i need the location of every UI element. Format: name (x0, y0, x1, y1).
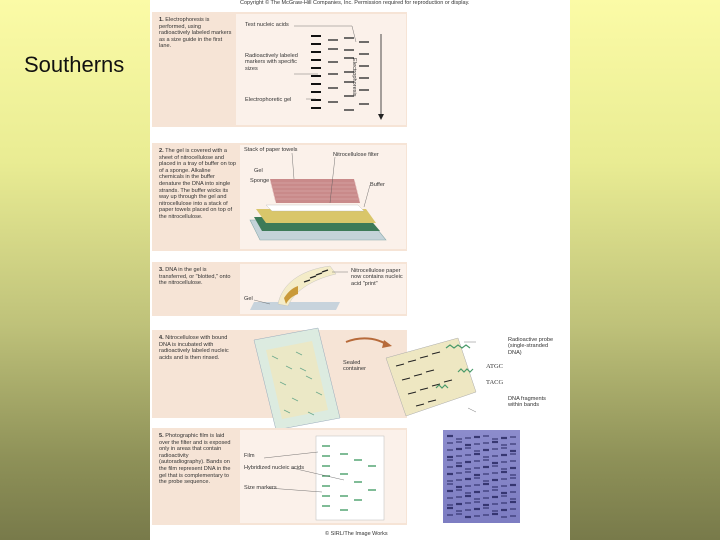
label-electrophoresis: Electrophoresis (351, 58, 357, 97)
step-2-number: 2. (159, 148, 164, 154)
label-sequence-atgc: ATGC (486, 363, 503, 370)
direction-arrowhead (378, 114, 384, 120)
slide-title: Southerns (24, 52, 125, 77)
step-5-description: Photographic film is laid over the filter and is exposed only in areas that contain radioactivity (autoradiography). Bands on the film represent DNA in the gel that is complementary to the probe sequence. (159, 433, 231, 486)
label-hybridized: Hybridized nucleic acids (244, 465, 305, 471)
label-radioactive-probe: Radioactive probe (single-stranded DNA) (508, 337, 554, 356)
step-3-number: 3. (159, 267, 164, 273)
autoradiograph-film (240, 430, 406, 523)
step-2-text (159, 148, 237, 221)
autoradiograph-photo (443, 430, 520, 523)
zoom-arrow (346, 338, 386, 344)
label-gel: Gel (254, 168, 263, 174)
label-test-nucleic-acids: Test nucleic acids (245, 22, 289, 28)
step-5-text (159, 433, 235, 486)
copyright-notice: Copyright © The McGraw-Hill Companies, Inc. Permission required for reproduction or display. (240, 0, 470, 6)
label-paper-towels: Stack of paper towels (244, 147, 298, 153)
zoomed-filter (386, 338, 476, 416)
step-3-description: DNA in the gel is transferred, or "blotted," onto the nitrocellulose. (159, 267, 231, 287)
photo-credit: © SIRL/The Image Works (325, 531, 388, 537)
step-1-text (159, 17, 233, 50)
label-film: Film (244, 453, 255, 459)
step-4-description: Nitrocellulose with bound DNA is incubated with radioactively labeled nucleic acids and is then rinsed. (159, 335, 229, 361)
label-nitrocellulose-filter: Nitrocellulose filter (333, 152, 379, 158)
label-radioactive-markers: Radioactively labeled markers with specific sizes (245, 53, 298, 72)
step-5-number: 5. (159, 433, 164, 439)
step-4-number: 4. (159, 335, 164, 341)
label-dna-fragments: DNA fragments within bands (508, 396, 546, 409)
gel-bands (311, 36, 369, 110)
step-4-text (159, 335, 233, 361)
step-1-description: Electrophoresis is performed, using radioactively labeled markers as a size guide in the first lane. (159, 17, 232, 50)
step-1-number: 1. (159, 17, 164, 23)
label-buffer: Buffer (370, 182, 385, 188)
label-sequence-tacg: TACG (486, 379, 504, 386)
step-3-text (159, 267, 233, 287)
blotting-apparatus (240, 145, 406, 249)
label-transfer-gel: Gel (244, 296, 253, 302)
label-electrophoretic-gel: Electrophoretic gel (245, 97, 292, 103)
paper-towel-stack (270, 179, 360, 203)
step-2-description: The gel is covered with a sheet of nitrocellulose and placed in a tray of buffer on top of a sponge. Alkaline chemicals in the buffer denature the DNA into single strands. The buffer wicks its way up through the gel and nitrocellulose into a stack of paper towels placed on top of the nitrocellulose. (159, 148, 237, 220)
label-sponge: Sponge (250, 178, 270, 184)
film-sheet (316, 436, 384, 520)
label-sealed-container: Sealed container (343, 360, 367, 373)
label-nitrocellulose-print: Nitrocellulose paper now contains nucleic acid "print" (351, 268, 403, 287)
label-size-markers: Size markers (244, 485, 277, 491)
gel-slab (250, 302, 340, 310)
